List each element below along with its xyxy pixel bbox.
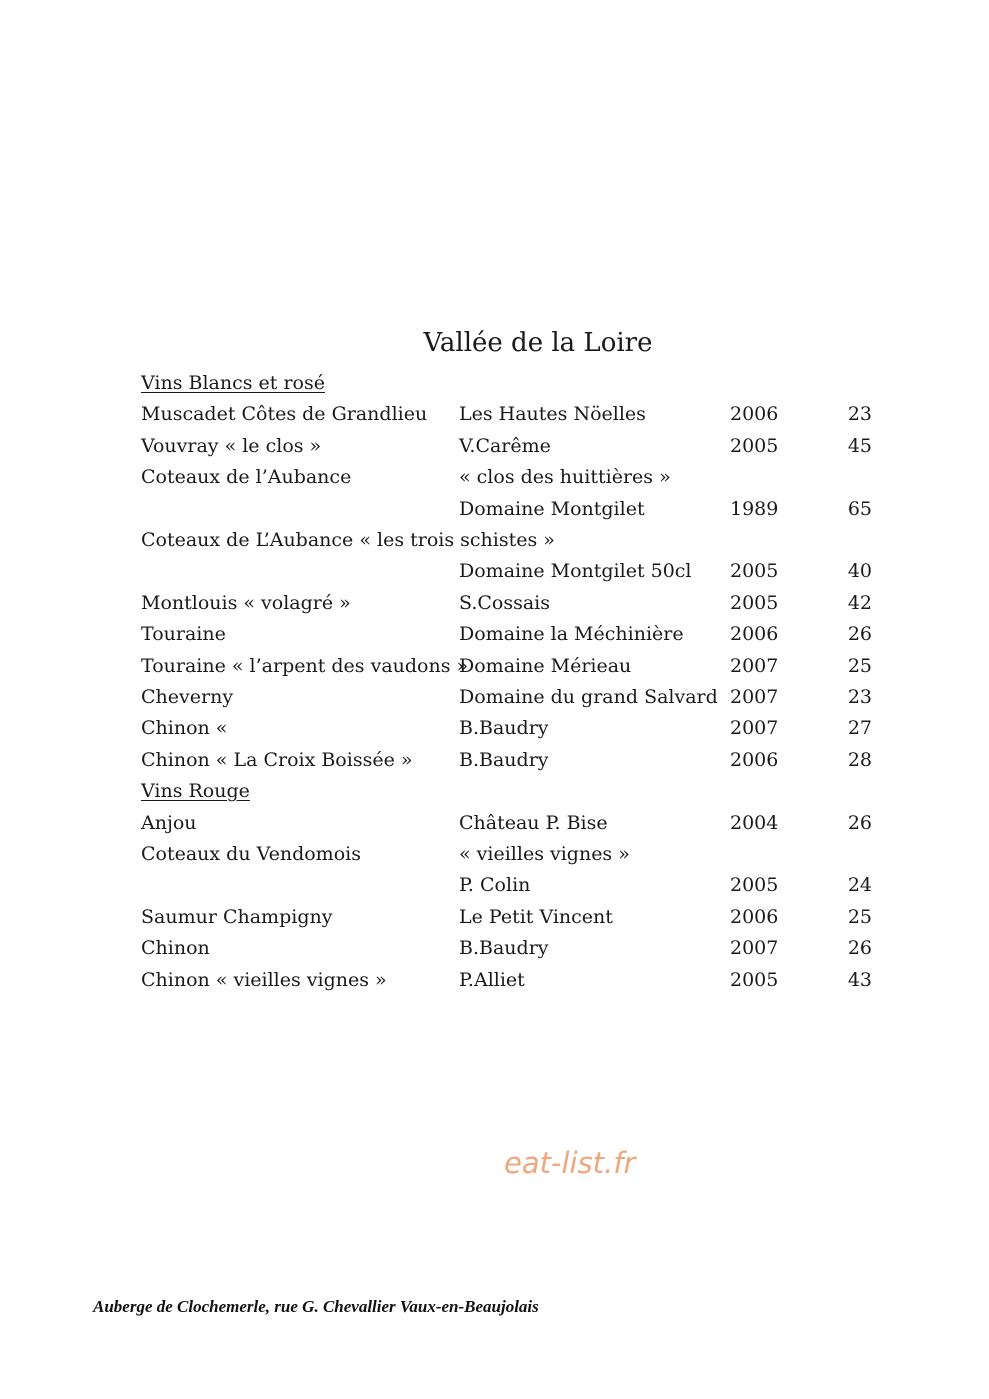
vintage-year: 2005	[730, 874, 779, 897]
price: 43	[847, 968, 872, 991]
section-heading	[0, 368, 989, 398]
vintage-year: 2007	[730, 937, 779, 960]
price: 25	[847, 905, 872, 928]
producer-name: V.Carême	[459, 434, 551, 457]
price: 45	[847, 434, 872, 457]
vintage-year: 2005	[730, 591, 779, 614]
price: 28	[847, 748, 872, 771]
price: 40	[847, 560, 872, 583]
price: 42	[847, 591, 872, 614]
vintage-year: 2005	[730, 560, 779, 583]
vintage-year: 2005	[730, 434, 779, 457]
producer-name: B.Baudry	[459, 717, 549, 740]
wine-row	[0, 713, 989, 743]
wine-row	[0, 399, 989, 429]
vintage-year: 2005	[730, 968, 779, 991]
producer-name: « vieilles vignes »	[459, 843, 630, 865]
wine-name: Montlouis « volagré »	[141, 591, 351, 614]
section-heading	[0, 776, 989, 806]
price: 26	[847, 623, 872, 646]
price: 24	[847, 874, 872, 897]
producer-name: Domaine Montgilet 50cl	[459, 560, 692, 583]
price: 23	[847, 686, 872, 708]
wine-name: Chinon «	[141, 717, 228, 740]
wine-row	[0, 902, 989, 932]
watermark: eat-list.fr	[504, 1146, 636, 1180]
wine-name: Vouvray « le clos »	[141, 434, 322, 457]
price: 25	[847, 654, 872, 677]
wine-row	[0, 839, 989, 869]
wine-row	[0, 588, 989, 618]
producer-name: Château P. Bise	[459, 811, 608, 834]
wine-row	[0, 682, 989, 712]
producer-name: P. Colin	[459, 874, 531, 897]
wine-name: Chinon	[141, 937, 210, 960]
wine-name: Touraine « l’arpent des vaudons »	[141, 654, 469, 677]
vintage-year: 2006	[730, 905, 779, 928]
vintage-year: 2007	[730, 717, 779, 740]
wine-name: Anjou	[141, 811, 197, 834]
wine-row	[0, 494, 989, 524]
wine-name: Coteaux de l’Aubance	[141, 466, 352, 489]
wine-row	[0, 651, 989, 681]
producer-name: Domaine la Méchinière	[459, 623, 684, 646]
wine-name: Coteaux de L’Aubance « les trois schistes »	[141, 529, 555, 551]
price: 23	[847, 403, 872, 426]
wine-name: Cheverny	[141, 686, 234, 708]
vintage-year: 1989	[730, 497, 779, 520]
wine-row	[0, 556, 989, 586]
wine-row	[0, 965, 989, 995]
footer-address: Auberge de Clochemerle, rue G. Chevallier Vaux-en-Beaujolais	[93, 1297, 539, 1316]
producer-name: Domaine Mérieau	[459, 654, 632, 677]
wine-name: Touraine	[141, 623, 226, 646]
vintage-year: 2007	[730, 654, 779, 677]
section-title: Vins Blancs et rosé	[141, 372, 325, 394]
wine-name: Saumur Champigny	[141, 905, 333, 928]
producer-name: P.Alliet	[459, 968, 525, 991]
vintage-year: 2006	[730, 403, 779, 426]
wine-row	[0, 619, 989, 649]
price: 27	[847, 717, 872, 740]
page-title: Vallée de la Loire	[423, 328, 653, 358]
wine-row	[0, 431, 989, 461]
wine-name: Muscadet Côtes de Grandlieu	[141, 403, 428, 426]
wine-name: Coteaux du Vendomois	[141, 843, 361, 865]
producer-name: S.Cossais	[459, 591, 551, 614]
wine-row	[0, 808, 989, 838]
producer-name: Domaine Montgilet	[459, 497, 645, 520]
producer-name: Domaine du grand Salvard	[459, 686, 718, 708]
wine-name: Chinon « La Croix Boissée »	[141, 748, 413, 771]
wine-name: Chinon « vieilles vignes »	[141, 968, 387, 991]
section-title: Vins Rouge	[141, 780, 250, 803]
vintage-year: 2006	[730, 623, 779, 646]
wine-row	[0, 525, 989, 555]
price: 26	[847, 937, 872, 960]
vintage-year: 2004	[730, 811, 779, 834]
wine-row	[0, 870, 989, 900]
price: 65	[847, 497, 872, 520]
wine-row	[0, 462, 989, 492]
producer-name: Le Petit Vincent	[459, 905, 613, 928]
price: 26	[847, 811, 872, 834]
wine-row	[0, 933, 989, 963]
vintage-year: 2007	[730, 686, 779, 708]
producer-name: B.Baudry	[459, 937, 549, 960]
producer-name: « clos des huittières »	[459, 466, 671, 489]
producer-name: Les Hautes Nöelles	[459, 403, 646, 426]
producer-name: B.Baudry	[459, 748, 549, 771]
vintage-year: 2006	[730, 748, 779, 771]
wine-row	[0, 745, 989, 775]
